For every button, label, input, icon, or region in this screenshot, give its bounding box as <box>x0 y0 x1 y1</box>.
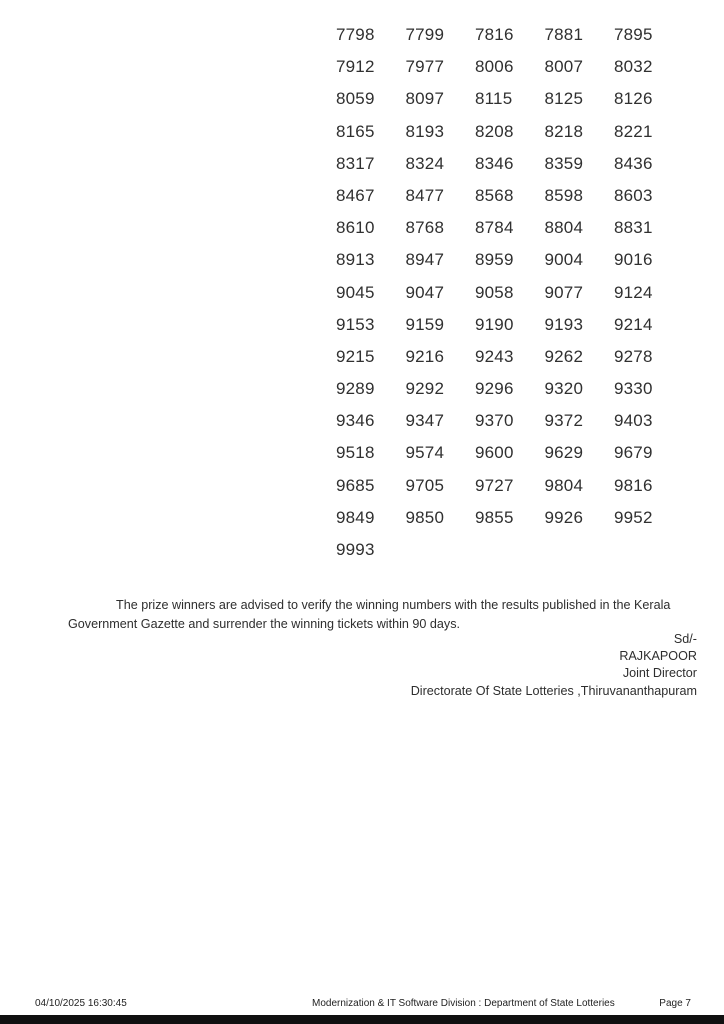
winning-number: 9403 <box>614 411 653 431</box>
winning-numbers-grid <box>336 19 684 566</box>
winning-number: 8467 <box>336 185 375 205</box>
winning-number: 9296 <box>475 379 514 399</box>
winning-number: 8436 <box>614 153 653 173</box>
grid-row <box>336 212 684 244</box>
winning-number: 9159 <box>405 314 445 334</box>
winning-number: 9346 <box>336 411 375 431</box>
winning-number: 8784 <box>475 218 514 238</box>
footer-page-number: Page 7 <box>659 998 691 1009</box>
winning-number: 7912 <box>336 57 375 77</box>
grid-row <box>336 470 684 502</box>
winning-number: 8913 <box>336 250 375 270</box>
winning-number: 8007 <box>544 57 584 77</box>
winning-number: 9926 <box>544 507 584 527</box>
prize-notice <box>68 596 713 633</box>
notice-line-2: Government Gazette and surrender the winning tickets within 90 days. <box>68 616 461 631</box>
grid-row <box>336 502 684 534</box>
winning-number: 9347 <box>405 411 445 431</box>
winning-number: 8324 <box>405 153 445 173</box>
winning-number: 9292 <box>405 379 445 399</box>
winning-number: 9600 <box>475 443 514 463</box>
winning-number: 8218 <box>544 121 584 141</box>
footer-timestamp: 04/10/2025 16:30:45 <box>35 998 127 1009</box>
winning-number: 9190 <box>475 314 514 334</box>
winning-number: 9320 <box>544 379 584 399</box>
footer-division-label: Modernization & IT Software Division : Department of State Lotteries <box>312 998 615 1009</box>
winning-number: 9153 <box>336 314 375 334</box>
grid-row <box>336 373 684 405</box>
winning-number: 9289 <box>336 379 375 399</box>
winning-number: 8006 <box>475 57 514 77</box>
winning-number: 9214 <box>614 314 653 334</box>
winning-number: 8097 <box>405 89 445 109</box>
winning-number: 8768 <box>405 218 445 238</box>
winning-number: 8598 <box>544 185 584 205</box>
grid-row <box>336 180 684 212</box>
winning-number: 8359 <box>544 153 584 173</box>
winning-number: 9058 <box>475 282 514 302</box>
winning-number: 9372 <box>544 411 584 431</box>
winning-number: 9855 <box>475 507 514 527</box>
winning-number: 8568 <box>475 185 514 205</box>
signature-block <box>411 631 697 700</box>
winning-number: 7816 <box>475 25 514 44</box>
notice-line-1: The prize winners are advised to verify the winning numbers with the results published in the Kerala <box>116 598 671 612</box>
page-footer <box>0 998 724 1012</box>
signoff-org: Directorate Of State Lotteries ,Thiruvananthapuram <box>410 683 697 698</box>
winning-number: 9124 <box>614 282 653 302</box>
grid-row <box>336 309 684 341</box>
winning-number: 9849 <box>336 507 375 527</box>
winning-number: 8603 <box>614 185 653 205</box>
winning-number: 9952 <box>614 507 653 527</box>
winning-number: 8126 <box>614 89 653 109</box>
grid-row <box>336 51 684 83</box>
grid-row <box>336 534 684 566</box>
signoff-sd: Sd/- <box>673 632 697 646</box>
winning-number: 7977 <box>405 57 445 77</box>
winning-number: 8610 <box>336 218 375 238</box>
winning-number: 9705 <box>405 475 445 495</box>
grid-row <box>336 244 684 276</box>
grid-row <box>336 19 684 51</box>
winning-number: 9047 <box>405 282 445 302</box>
winning-number: 9993 <box>336 540 375 559</box>
signoff-title: Joint Director <box>622 666 697 681</box>
winning-number: 8831 <box>614 218 653 238</box>
winning-number: 9278 <box>614 346 653 366</box>
winning-number: 9804 <box>544 475 584 495</box>
winning-number: 7799 <box>405 25 445 44</box>
winning-number: 8346 <box>475 153 514 173</box>
winning-number: 8165 <box>336 121 375 141</box>
signoff-name: RAJKAPOOR <box>619 649 697 664</box>
winning-number: 8959 <box>475 250 514 270</box>
winning-number: 7798 <box>336 25 375 44</box>
winning-number: 9679 <box>614 443 653 463</box>
winning-number: 9077 <box>544 282 584 302</box>
winning-number: 7895 <box>614 25 653 44</box>
winning-number: 8317 <box>336 153 375 173</box>
winning-number: 8193 <box>405 121 445 141</box>
bottom-edge-bar <box>0 1015 724 1024</box>
grid-row <box>336 277 684 309</box>
winning-number: 8032 <box>614 57 653 77</box>
winning-number: 9685 <box>336 475 375 495</box>
winning-number: 9518 <box>336 443 375 463</box>
winning-number: 9816 <box>614 475 653 495</box>
winning-number: 8125 <box>544 89 584 109</box>
winning-number: 9215 <box>336 346 375 366</box>
winning-number: 8804 <box>544 218 584 238</box>
winning-number: 9330 <box>614 379 653 399</box>
winning-number: 8477 <box>405 185 445 205</box>
winning-number: 9629 <box>544 443 584 463</box>
winning-number: 8208 <box>475 121 514 141</box>
grid-row <box>336 148 684 180</box>
winning-number: 9574 <box>405 443 445 463</box>
winning-number: 8947 <box>405 250 445 270</box>
grid-row <box>336 405 684 437</box>
grid-row <box>336 341 684 373</box>
winning-number: 8059 <box>336 89 375 109</box>
winning-number: 9016 <box>614 250 653 270</box>
winning-number: 8221 <box>614 121 653 141</box>
winning-number: 9262 <box>544 346 584 366</box>
winning-number: 9193 <box>544 314 584 334</box>
grid-row <box>336 83 684 115</box>
winning-number: 9850 <box>405 507 445 527</box>
grid-row <box>336 116 684 148</box>
winning-number: 9243 <box>475 346 514 366</box>
winning-number: 9370 <box>475 411 514 431</box>
winning-number: 9045 <box>336 282 375 302</box>
winning-number: 8115 <box>475 89 513 109</box>
winning-number: 9727 <box>475 475 514 495</box>
winning-number: 9004 <box>544 250 584 270</box>
grid-row <box>336 437 684 469</box>
winning-number: 7881 <box>544 25 584 44</box>
winning-number: 9216 <box>405 346 445 366</box>
